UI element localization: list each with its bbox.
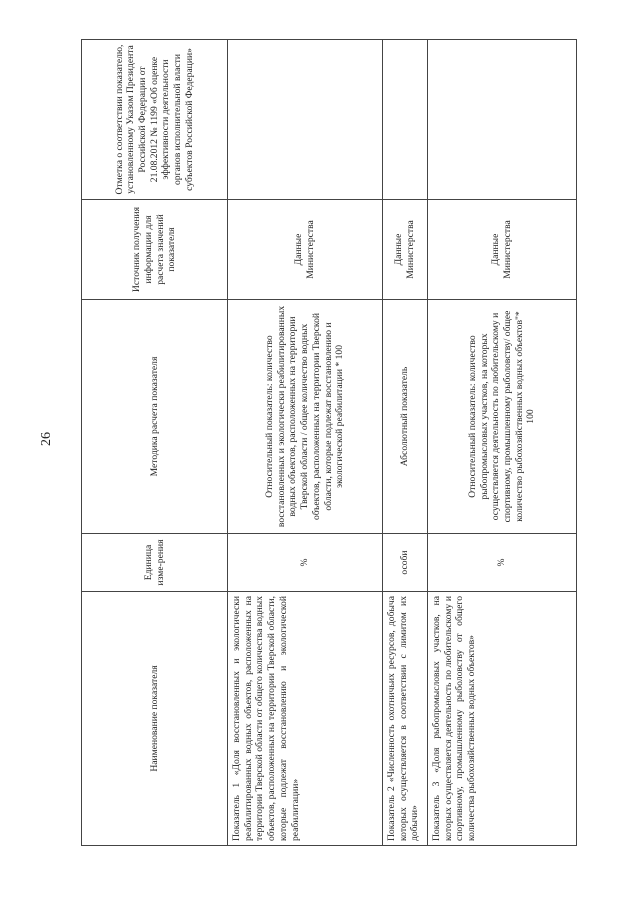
row-2-name: Показатель 2 «Численность охотничьих ресурсов, добыча которых осуществляется в соответствии с лимитом их добычи»: [383, 592, 428, 846]
row-1-method: Относительный показатель: количество восстановленных и экологически реабилитированных водных объектов, расположенных на территории Тверской области / общее количество водных объектов, расположенных на территории Тверской области, которые подлежат восстановлению и экологической реабилитации * 100: [228, 300, 383, 534]
row-1-name: Показатель 1 «Доля восстановленных и экологически реабилитированных водных объектов, расположенных на территории Тверской области от общего количества водных объектов, расположенных на территории Тверской области, которые подлежат восстановлению и экологической реабилитации»: [228, 592, 383, 846]
row-1-source: Данные Министерства: [228, 200, 383, 300]
page-number: [34, 424, 60, 454]
row-3-name: Показатель 3 «Доля рыбопромысловых участков, на которых осуществляется деятельность по любительскому и спортивному, промышленному рыболовству от общего количества рыбохозяйственных водных объектов»: [428, 592, 577, 846]
row-2-mark: [383, 40, 428, 200]
row-3-mark: [428, 40, 577, 200]
table-header-row: [82, 40, 228, 846]
header-unit: Единица изме-рения: [82, 534, 228, 592]
table-row: [383, 40, 428, 846]
row-2-method: Абсолютный показатель: [383, 300, 428, 534]
row-3-source: Данные Министерства: [428, 200, 577, 300]
row-2-source: Данные Министерства: [383, 200, 428, 300]
table-row: [428, 40, 577, 846]
row-3-method: Относительный показатель: количество рыбопромысловых участков, на которых осуществляется деятельность по любительскому и спортивному, промышленному рыболовству/ общее количество рыбохозяйственных водных объектов"* 100: [428, 300, 577, 534]
header-name: Наименование показателя: [82, 592, 228, 846]
table-row: [228, 40, 383, 846]
row-1-mark: [228, 40, 383, 200]
header-method: Методика расчета показателя: [82, 300, 228, 534]
page-number-text: 26: [39, 432, 54, 446]
row-2-unit: особи: [383, 534, 428, 592]
row-1-unit: %: [228, 534, 383, 592]
indicators-table: [81, 39, 577, 846]
indicators-table-container: [81, 40, 576, 846]
header-mark: Отметка о соответствии показателю, установленному Указом Президента Российской Федерации от 21.08.2012 № 1199 «Об оценке эффективности деятельности органов исполнительной власти субъектов Российской Федерации»: [82, 40, 228, 200]
header-source: Источник получения информации для расчета значений показателя: [82, 200, 228, 300]
rotated-table: [81, 40, 576, 846]
row-3-unit: %: [428, 534, 577, 592]
